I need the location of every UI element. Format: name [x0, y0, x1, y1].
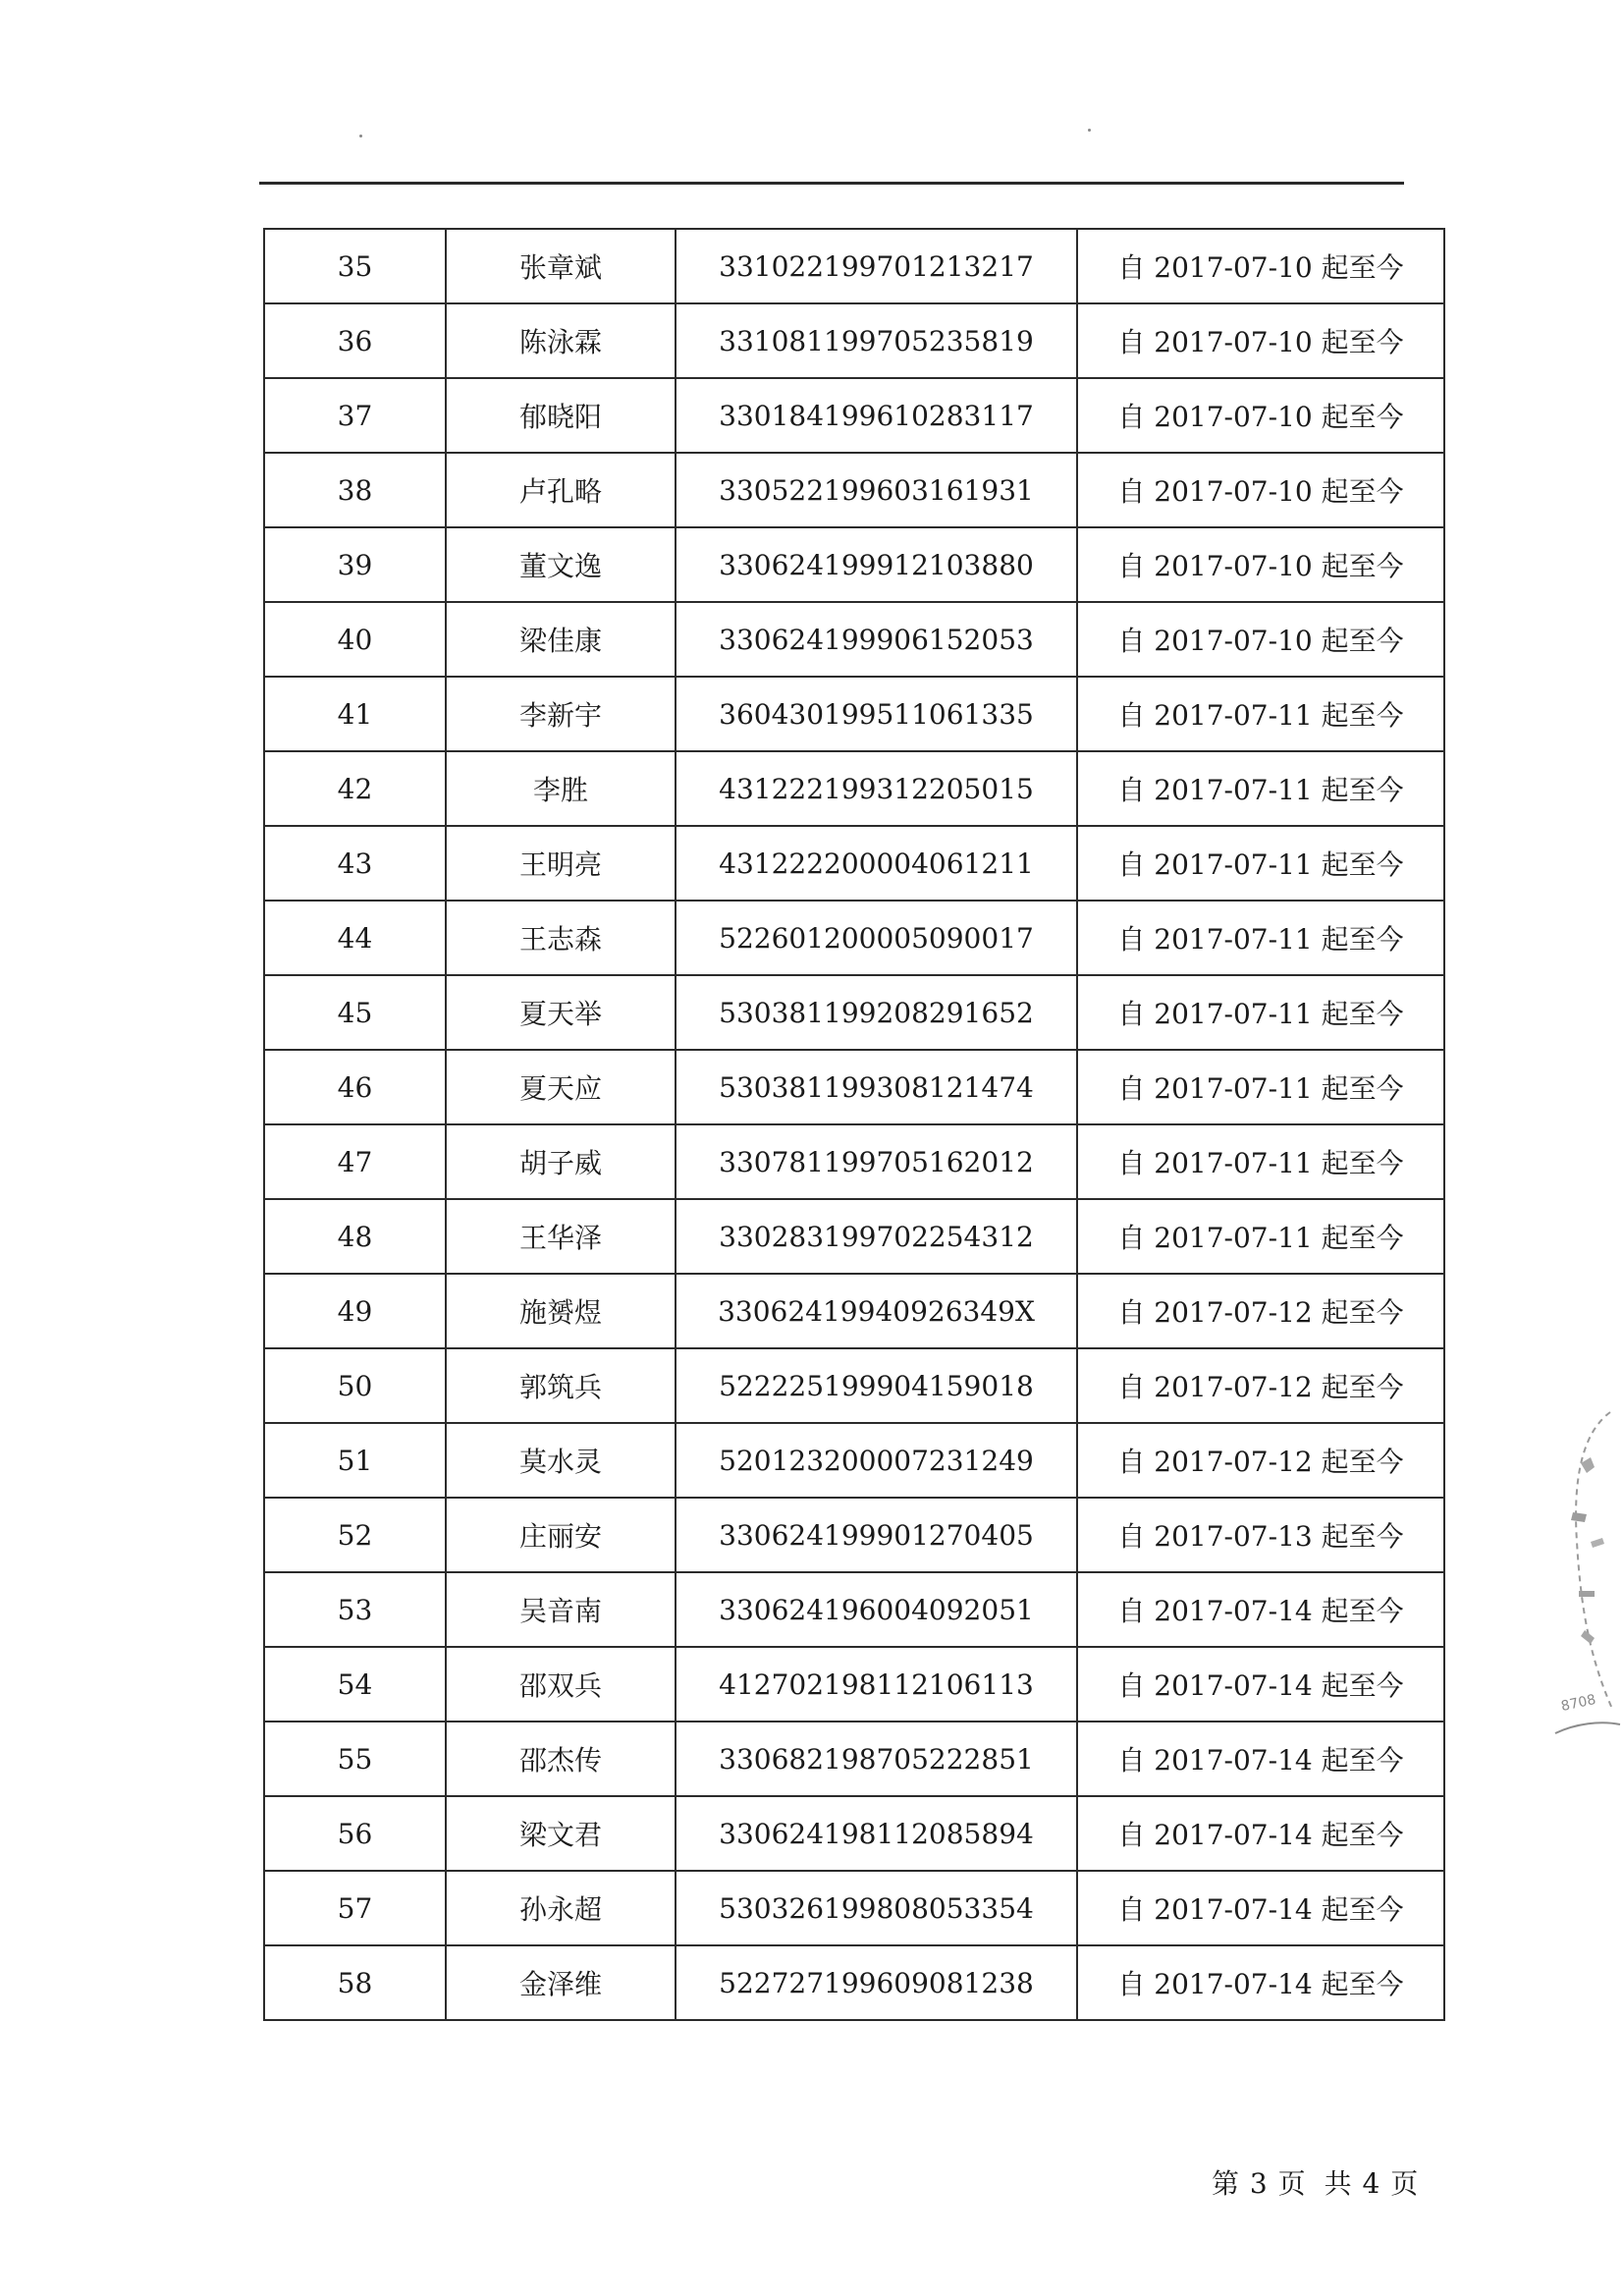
name-cell: 邵杰传 — [446, 1722, 676, 1796]
table-row — [264, 229, 1444, 303]
page-number: 第 3 页 — [1212, 2167, 1307, 2200]
id-number-cell: 330283199702254312 — [676, 1199, 1077, 1274]
row-number-cell: 47 — [264, 1124, 446, 1199]
row-number-cell: 51 — [264, 1423, 446, 1498]
table-row — [264, 1796, 1444, 1871]
row-number-cell: 49 — [264, 1274, 446, 1348]
table-row — [264, 975, 1444, 1050]
employment-period-cell: 自 2017-07-10 起至今 — [1077, 229, 1444, 303]
name-cell: 卢孔略 — [446, 453, 676, 527]
employment-period-cell: 自 2017-07-11 起至今 — [1077, 901, 1444, 975]
row-number-cell: 41 — [264, 677, 446, 751]
table-row — [264, 1647, 1444, 1722]
employment-period-cell: 自 2017-07-14 起至今 — [1077, 1647, 1444, 1722]
employment-period-cell: 自 2017-07-11 起至今 — [1077, 826, 1444, 901]
roster-table — [263, 228, 1445, 2021]
id-number-cell: 360430199511061335 — [676, 677, 1077, 751]
employment-period-cell: 自 2017-07-10 起至今 — [1077, 453, 1444, 527]
table-row — [264, 453, 1444, 527]
employment-period-cell: 自 2017-07-11 起至今 — [1077, 751, 1444, 826]
name-cell: 胡子威 — [446, 1124, 676, 1199]
table-row — [264, 527, 1444, 602]
table-row — [264, 1423, 1444, 1498]
id-number-cell: 330624199906152053 — [676, 602, 1077, 677]
scan-speck — [1088, 129, 1091, 132]
row-number-cell: 48 — [264, 1199, 446, 1274]
row-number-cell: 46 — [264, 1050, 446, 1124]
name-cell: 庄丽安 — [446, 1498, 676, 1572]
name-cell: 梁佳康 — [446, 602, 676, 677]
employment-period-cell: 自 2017-07-14 起至今 — [1077, 1871, 1444, 1945]
row-number-cell: 50 — [264, 1348, 446, 1423]
table-row — [264, 1348, 1444, 1423]
name-cell: 陈泳霖 — [446, 303, 676, 378]
table-row — [264, 677, 1444, 751]
id-number-cell: 330682198705222851 — [676, 1722, 1077, 1796]
name-cell: 李新宇 — [446, 677, 676, 751]
id-number-cell: 522727199609081238 — [676, 1945, 1077, 2020]
id-number-cell: 530326199808053354 — [676, 1871, 1077, 1945]
table-row — [264, 1871, 1444, 1945]
table-row — [264, 826, 1444, 901]
roster-table-container — [263, 228, 1435, 2021]
row-number-cell: 42 — [264, 751, 446, 826]
table-row — [264, 751, 1444, 826]
table-row — [264, 1572, 1444, 1647]
employment-period-cell: 自 2017-07-11 起至今 — [1077, 677, 1444, 751]
row-number-cell: 54 — [264, 1647, 446, 1722]
row-number-cell: 43 — [264, 826, 446, 901]
row-number-cell: 56 — [264, 1796, 446, 1871]
id-number-cell: 330624199912103880 — [676, 527, 1077, 602]
employment-period-cell: 自 2017-07-14 起至今 — [1077, 1722, 1444, 1796]
row-number-cell: 35 — [264, 229, 446, 303]
row-number-cell: 45 — [264, 975, 446, 1050]
name-cell: 李胜 — [446, 751, 676, 826]
table-row — [264, 1498, 1444, 1572]
row-number-cell: 39 — [264, 527, 446, 602]
name-cell: 邵双兵 — [446, 1647, 676, 1722]
id-number-cell: 522225199904159018 — [676, 1348, 1077, 1423]
table-row — [264, 1199, 1444, 1274]
table-row — [264, 1050, 1444, 1124]
table-row — [264, 1274, 1444, 1348]
stamp-fragment-text: 8708 — [1559, 1691, 1597, 1716]
row-number-cell: 38 — [264, 453, 446, 527]
name-cell: 夏天应 — [446, 1050, 676, 1124]
table-row — [264, 378, 1444, 453]
table-row — [264, 1124, 1444, 1199]
id-number-cell: 330624199901270405 — [676, 1498, 1077, 1572]
id-number-cell: 33062419940926349X — [676, 1274, 1077, 1348]
name-cell: 郁晓阳 — [446, 378, 676, 453]
name-cell: 张章斌 — [446, 229, 676, 303]
id-number-cell: 331081199705235819 — [676, 303, 1077, 378]
name-cell: 王华泽 — [446, 1199, 676, 1274]
id-number-cell: 520123200007231249 — [676, 1423, 1077, 1498]
name-cell: 金泽维 — [446, 1945, 676, 2020]
row-number-cell: 55 — [264, 1722, 446, 1796]
employment-period-cell: 自 2017-07-11 起至今 — [1077, 975, 1444, 1050]
page-total: 共 4 页 — [1324, 2167, 1420, 2200]
id-number-cell: 330781199705162012 — [676, 1124, 1077, 1199]
employment-period-cell: 自 2017-07-12 起至今 — [1077, 1348, 1444, 1423]
table-row — [264, 1722, 1444, 1796]
page-footer — [1212, 2162, 1419, 2202]
employment-period-cell: 自 2017-07-14 起至今 — [1077, 1796, 1444, 1871]
row-number-cell: 58 — [264, 1945, 446, 2020]
table-row — [264, 602, 1444, 677]
roster-table-body — [264, 229, 1444, 2020]
id-number-cell: 522601200005090017 — [676, 901, 1077, 975]
name-cell: 莫水灵 — [446, 1423, 676, 1498]
id-number-cell: 330624198112085894 — [676, 1796, 1077, 1871]
id-number-cell: 431222200004061211 — [676, 826, 1077, 901]
name-cell: 施赟煜 — [446, 1274, 676, 1348]
row-number-cell: 57 — [264, 1871, 446, 1945]
header-rule — [259, 182, 1404, 185]
row-number-cell: 36 — [264, 303, 446, 378]
id-number-cell: 330624196004092051 — [676, 1572, 1077, 1647]
name-cell: 孙永超 — [446, 1871, 676, 1945]
name-cell: 吴音南 — [446, 1572, 676, 1647]
id-number-cell: 412702198112106113 — [676, 1647, 1077, 1722]
seal-stamp-fragment — [1551, 1394, 1623, 1748]
id-number-cell: 530381199208291652 — [676, 975, 1077, 1050]
name-cell: 梁文君 — [446, 1796, 676, 1871]
row-number-cell: 52 — [264, 1498, 446, 1572]
row-number-cell: 53 — [264, 1572, 446, 1647]
employment-period-cell: 自 2017-07-12 起至今 — [1077, 1423, 1444, 1498]
employment-period-cell: 自 2017-07-10 起至今 — [1077, 303, 1444, 378]
employment-period-cell: 自 2017-07-13 起至今 — [1077, 1498, 1444, 1572]
scan-speck — [359, 135, 362, 137]
table-row — [264, 303, 1444, 378]
employment-period-cell: 自 2017-07-10 起至今 — [1077, 527, 1444, 602]
row-number-cell: 40 — [264, 602, 446, 677]
row-number-cell: 44 — [264, 901, 446, 975]
employment-period-cell: 自 2017-07-10 起至今 — [1077, 378, 1444, 453]
name-cell: 郭筑兵 — [446, 1348, 676, 1423]
id-number-cell: 331022199701213217 — [676, 229, 1077, 303]
table-row — [264, 1945, 1444, 2020]
employment-period-cell: 自 2017-07-11 起至今 — [1077, 1199, 1444, 1274]
name-cell: 董文逸 — [446, 527, 676, 602]
row-number-cell: 37 — [264, 378, 446, 453]
id-number-cell: 330522199603161931 — [676, 453, 1077, 527]
id-number-cell: 530381199308121474 — [676, 1050, 1077, 1124]
employment-period-cell: 自 2017-07-11 起至今 — [1077, 1124, 1444, 1199]
name-cell: 王志森 — [446, 901, 676, 975]
employment-period-cell: 自 2017-07-10 起至今 — [1077, 602, 1444, 677]
name-cell: 夏天举 — [446, 975, 676, 1050]
table-row — [264, 901, 1444, 975]
employment-period-cell: 自 2017-07-14 起至今 — [1077, 1572, 1444, 1647]
employment-period-cell: 自 2017-07-14 起至今 — [1077, 1945, 1444, 2020]
employment-period-cell: 自 2017-07-11 起至今 — [1077, 1050, 1444, 1124]
employment-period-cell: 自 2017-07-12 起至今 — [1077, 1274, 1444, 1348]
name-cell: 王明亮 — [446, 826, 676, 901]
id-number-cell: 431222199312205015 — [676, 751, 1077, 826]
id-number-cell: 330184199610283117 — [676, 378, 1077, 453]
